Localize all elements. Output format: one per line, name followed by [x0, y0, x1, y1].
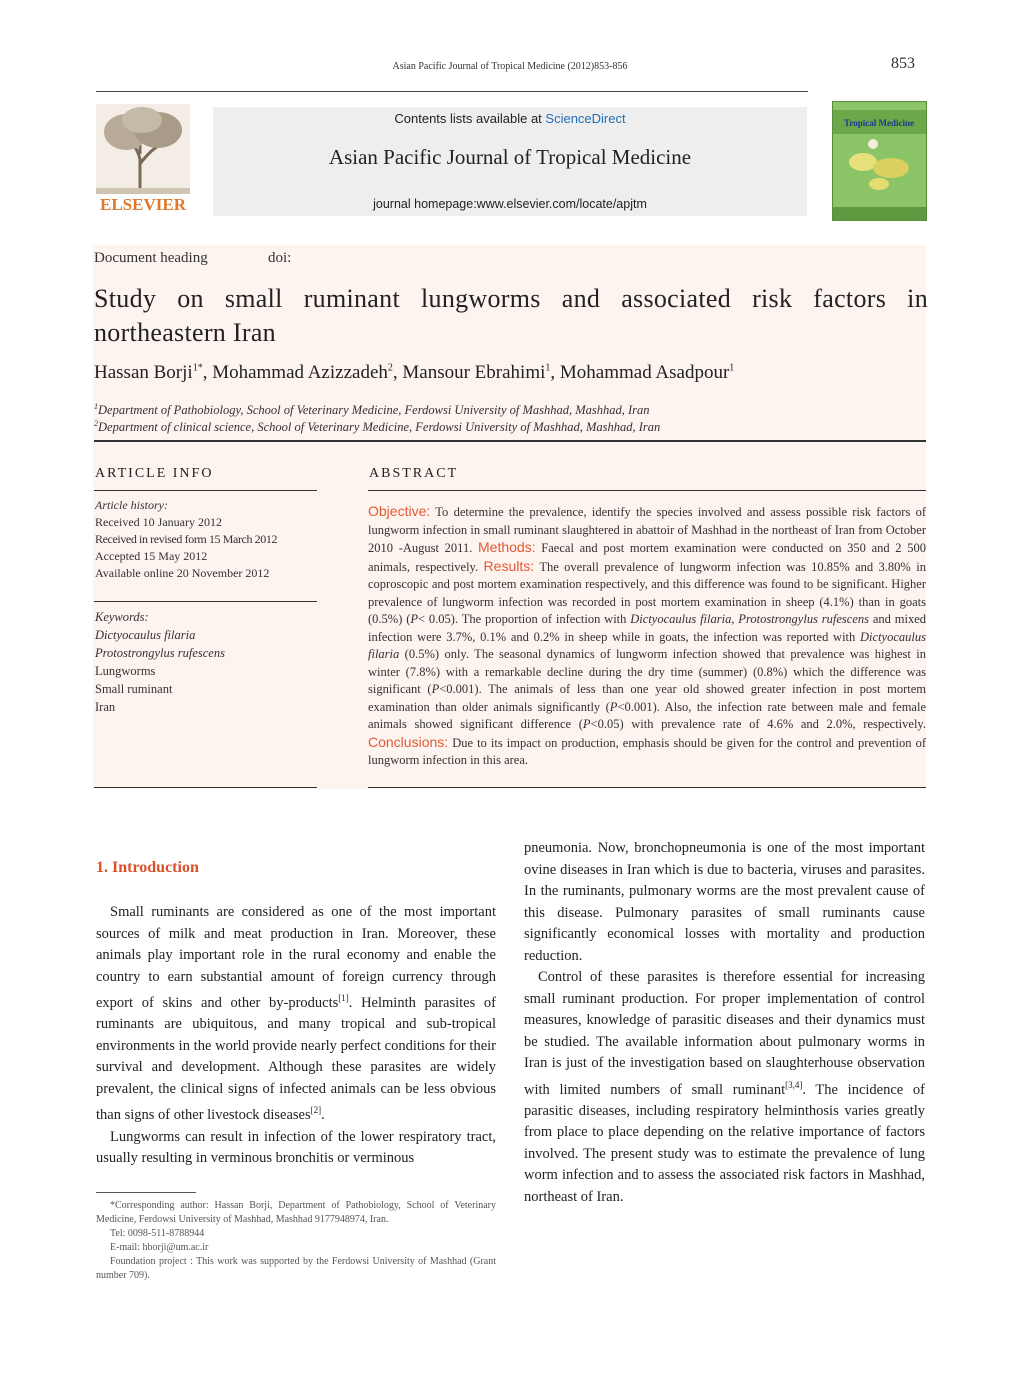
logo-text: ELSEVIER	[100, 195, 186, 214]
keywords	[95, 608, 225, 716]
keyword: Protostrongylus rufescens	[95, 646, 225, 660]
keyword: Iran	[95, 700, 116, 714]
journal-homepage[interactable]: journal homepage:www.elsevier.com/locate/apjtm	[373, 197, 647, 211]
abstract-heading: ABSTRACT	[369, 466, 459, 481]
footnote-rule	[96, 1192, 196, 1193]
footnote-corresponding: *Corresponding author: Hassan Borji, Department of Pathobiology, School of Veterinary Medicine, Ferdowsi University of Mashhad, Mashhad 9177948974, Iran.	[96, 1200, 496, 1225]
history-item: Received 10 January 2012	[95, 515, 222, 529]
paragraph: Lungworms can result in infection of the lower respiratory tract, usually resulting in verminous bronchitis or verminous	[96, 1128, 496, 1167]
conclusions-label: Conclusions:	[368, 733, 449, 750]
cover-image	[833, 102, 926, 220]
keyword: Lungworms	[95, 664, 156, 678]
footnote-foundation: Foundation project : This work was supported by the Ferdowsi University of Mashhad (Grant number 709).	[96, 1256, 496, 1281]
divider	[94, 490, 317, 491]
elsevier-logo	[96, 104, 190, 214]
history-label: Article history:	[95, 498, 168, 512]
divider	[368, 787, 926, 788]
affiliation: $^1$Department of Pathobiology, School of Veterinary Medicine, Ferdowsi University of Mashhad, Mashhad, Iran	[94, 402, 650, 418]
divider	[94, 787, 317, 788]
paragraph: pneumonia. Now, bronchopneumonia is one of the most important ovine diseases in Iran which is due to bacteria, viruses and parasites. In the ruminants, pulmonary worms are the most prevalent cause of this disease. Pulmonary parasites of small ruminants cause significantly economical losses with mortality and production reduction.	[524, 840, 925, 964]
citation[interactable]: [2]	[310, 1105, 322, 1116]
journal-banner	[213, 107, 807, 216]
introduction-heading: 1. Introduction	[96, 859, 199, 876]
author-list	[94, 362, 734, 384]
header-rule	[96, 91, 808, 92]
footnote-email[interactable]: E-mail: hborji@um.ac.ir	[110, 1242, 209, 1253]
divider	[94, 601, 317, 602]
article-history	[95, 497, 277, 582]
objective-label: Objective:	[368, 503, 431, 519]
body-column-left	[96, 902, 496, 1170]
history-item: Accepted 15 May 2012	[95, 549, 208, 563]
abstract-body: Objective: To determine the prevalence, identify the species involved and assess possible risk factors of lungworm infection in small ruminant slaughtered in abattoir of Mashhad in the northeast of Iran from October 2010 -August 2011. Methods: Faecal and post mortem examination were conducted on 350 and 2 500 animals, respectively. Results: The overall prevalence of lungworm infection was 10.85% and 3.80% in coproscopic and post mortem examination respectively, and this difference was found to be significant. Higher prevalence of lungworm infection was recorded in post mortem examination in sheep (4.1%) than in goats (0.5%) (P< 0.05). The proportion of infection with Dictyocaulus filaria, Protostrongylus rufescens and mixed infection were 3.7%, 0.1% and 0.2% in sheep while in goats, the infection was reported with Dictyocaulus filaria (0.5%) only. The seasonal dynamics of lungworm infection showed that prevalence was highest in winter (7.8%) with a remarkable decline during the dry time (summer) (0.8%) which the difference was significant (P<0.001). The animals of less than one year old showed greater infection in post mortem examination than older animals significantly (P<0.001). Also, the infection rate between male and female animals showed significant difference (P<0.05) with prevalence rate of 4.6% and 2.0%, respectively. Conclusions: Due to its impact on production, emphasis should be given for the control and prevention of lungworm infection in this area.	[368, 503, 927, 767]
author: Mansour Ebrahimi$^1$,	[402, 362, 560, 383]
contents-prefix: Contents lists available at	[394, 111, 546, 126]
footnotes	[96, 1199, 496, 1283]
author: Mohammad Azizzadeh$^2$,	[212, 362, 403, 383]
cover-title: Tropical Medicine	[844, 118, 914, 128]
keyword: Dictyocaulus filaria	[95, 628, 196, 642]
author: Mohammad Asadpour$^1$	[559, 362, 735, 383]
page-number: 853	[891, 55, 915, 72]
paragraph: Small ruminants are considered as one of the most important sources of milk and meat production in Iran. Moreover, these animals play important role in the rural economy and enable the country to earn substantial amount of foreign currency through export of skins and other by-products[1]. Helminth parasites of ruminants are ubiquitous, and many tropical and sub-tropical environments in the world provide nearly perfect conditions for their survival and development. Although these parasites are widely prevalent, the clinical signs of infected animals can be less obvious than signs of other livestock diseases[2].	[96, 904, 496, 1124]
journal-name: Asian Pacific Journal of Tropical Medicine	[328, 145, 692, 169]
keyword: Small ruminant	[95, 682, 173, 696]
citation[interactable]: [3,4]	[785, 1079, 803, 1090]
divider	[368, 490, 926, 491]
doi-label: doi:	[268, 250, 292, 266]
affiliation: $^2$Department of clinical science, School of Veterinary Medicine, Ferdowsi University of Mashhad, Mashhad, Iran	[94, 419, 661, 435]
sciencedirect-link[interactable]: ScienceDirect	[545, 111, 626, 126]
journal-cover	[832, 101, 927, 221]
document-heading: Document heading	[94, 250, 208, 266]
running-head: Asian Pacific Journal of Tropical Medicine (2012)853-856	[392, 61, 628, 72]
history-item: Received in revised form 15 March 2012	[95, 532, 278, 546]
history-item: Available online 20 November 2012	[95, 566, 270, 580]
article-title: Study on small ruminant lungworms and associated risk factors in northeastern Iran	[94, 284, 928, 347]
author: Hassan Borji$^{1*}$,	[94, 362, 213, 383]
section-divider	[94, 440, 926, 442]
footnote-tel: Tel: 0098-511-8788944	[110, 1228, 205, 1239]
citation[interactable]: [1]	[338, 993, 349, 1003]
article-info-heading: ARTICLE INFO	[95, 466, 214, 481]
keywords-label: Keywords:	[95, 610, 149, 624]
body-column-right	[524, 838, 925, 1208]
tree-icon	[96, 104, 190, 214]
results-label: Results:	[483, 557, 535, 574]
paragraph: Control of these parasites is therefore essential for increasing small ruminant production. For proper implementation of control measures, knowledge of parasitic diseases and their dynamics must be studied. The available information about pulmonary worms in Iran is just of the investigation based on slaughterhouse observation with limited numbers of small ruminant[3,4]. The incidence of parasitic diseases, including respiratory helminthosis varies greatly from place to place depending on the relative importance of factors involved. The present study was to estimate the prevalence of lung worm infection and to assess the associated risk factors in Mashhad, northeast of Iran.	[524, 969, 925, 1205]
contents-line	[213, 111, 807, 126]
methods-label: Methods:	[478, 539, 536, 555]
